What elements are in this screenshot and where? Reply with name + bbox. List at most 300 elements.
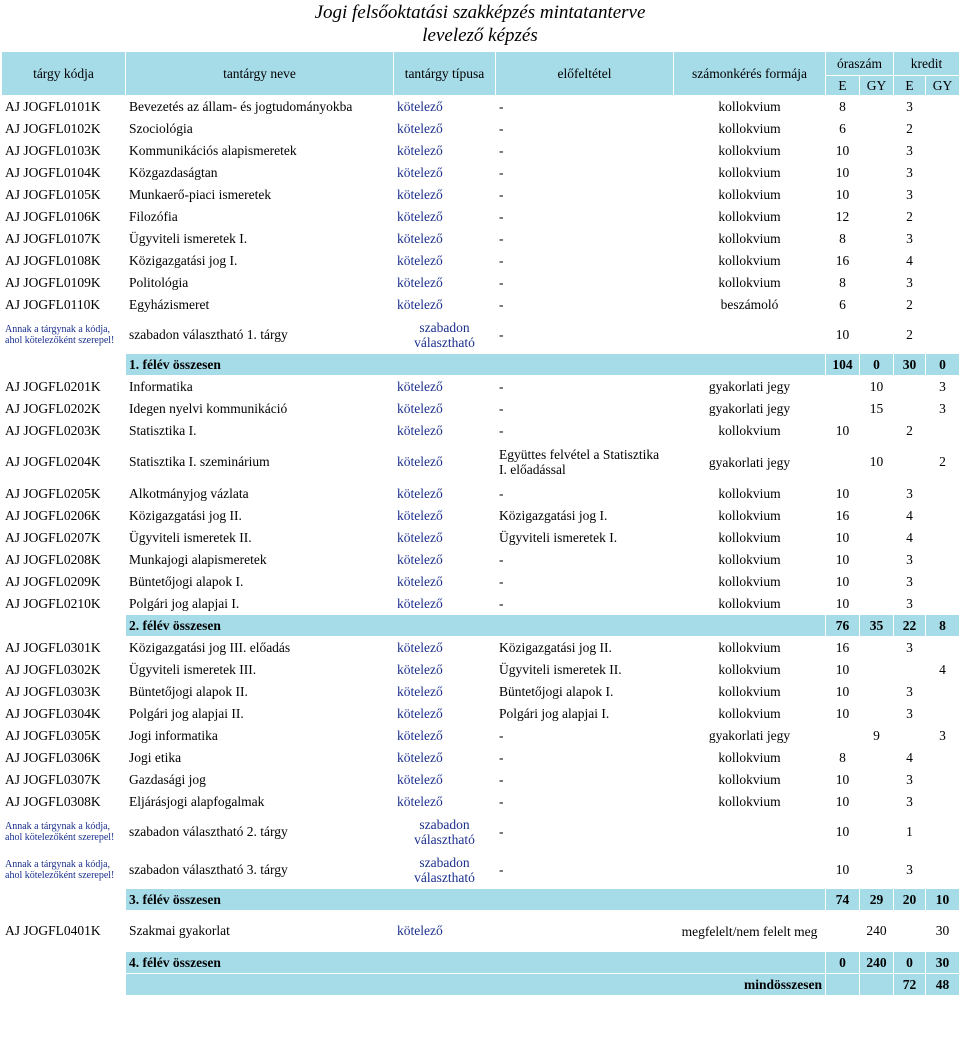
table-row: [2, 703, 960, 725]
total-credit-gy: 30: [926, 952, 960, 974]
credit-e: [894, 725, 926, 747]
hours-gy: [860, 228, 894, 250]
exam-form: kollokvium: [674, 118, 826, 140]
hours-e: 10: [826, 851, 860, 889]
course-prereq: -: [496, 571, 674, 593]
grand-total-label: mindösszesen: [126, 974, 826, 996]
hours-e: 8: [826, 747, 860, 769]
credit-gy: 3: [926, 725, 960, 747]
course-code: AJ JOGFL0201K: [2, 376, 126, 398]
page-title: [0, 0, 960, 51]
credit-gy: [926, 250, 960, 272]
credit-gy: [926, 140, 960, 162]
hours-gy: [860, 681, 894, 703]
hours-gy: [860, 505, 894, 527]
credit-gy: [926, 162, 960, 184]
credit-e: 2: [894, 118, 926, 140]
course-type: kötelező: [394, 162, 496, 184]
course-prereq: -: [496, 791, 674, 813]
course-name: Gazdasági jog: [126, 769, 394, 791]
table-row: [2, 162, 960, 184]
semester-total-row: [2, 952, 960, 974]
credit-e: 3: [894, 184, 926, 206]
semester-total-label: 3. félév összesen: [126, 889, 826, 911]
course-name: Ügyviteli ismeretek III.: [126, 659, 394, 681]
hours-e: 10: [826, 549, 860, 571]
total-hours-gy: 35: [860, 615, 894, 637]
course-code: AJ JOGFL0210K: [2, 593, 126, 615]
hours-gy: [860, 118, 894, 140]
total-hours-gy: 240: [860, 952, 894, 974]
hours-gy: [860, 659, 894, 681]
elective-note: Annak a tárgynak a kódja, ahol kötelezőként szerepel!: [2, 851, 126, 889]
exam-form: kollokvium: [674, 637, 826, 659]
hours-gy: [860, 769, 894, 791]
total-credit-e: 20: [894, 889, 926, 911]
credit-gy: [926, 593, 960, 615]
course-prereq: -: [496, 483, 674, 505]
credit-e: 3: [894, 769, 926, 791]
hours-gy: [860, 593, 894, 615]
hours-gy: [860, 549, 894, 571]
grand-credit-e: 72: [894, 974, 926, 996]
course-code: AJ JOGFL0206K: [2, 505, 126, 527]
semester-total-label: 4. félév összesen: [126, 952, 826, 974]
hours-e: 10: [826, 769, 860, 791]
course-prereq: Közigazgatási jog I.: [496, 505, 674, 527]
semester-total-label: 1. félév összesen: [126, 354, 826, 376]
exam-form: gyakorlati jegy: [674, 725, 826, 747]
exam-form: kollokvium: [674, 593, 826, 615]
credit-e: 4: [894, 747, 926, 769]
table-row: [2, 571, 960, 593]
course-type: kötelező: [394, 593, 496, 615]
course-code: AJ JOGFL0208K: [2, 549, 126, 571]
course-name: Kommunikációs alapismeretek: [126, 140, 394, 162]
hours-e: 10: [826, 162, 860, 184]
course-type: kötelező: [394, 228, 496, 250]
hours-e: 10: [826, 483, 860, 505]
hours-gy: 15: [860, 398, 894, 420]
header-name: tantárgy neve: [126, 52, 394, 96]
course-code: AJ JOGFL0303K: [2, 681, 126, 703]
course-type: kötelező: [394, 659, 496, 681]
hours-gy: [860, 294, 894, 316]
course-prereq: -: [496, 851, 674, 889]
course-type: kötelező: [394, 294, 496, 316]
header-exam: számonkérés formája: [674, 52, 826, 96]
course-prereq: -: [496, 420, 674, 442]
hours-e: 10: [826, 527, 860, 549]
credit-gy: [926, 294, 960, 316]
credit-gy: [926, 206, 960, 228]
hours-gy: [860, 571, 894, 593]
semester-total-row: [2, 615, 960, 637]
course-prereq: -: [496, 725, 674, 747]
hours-e: 10: [826, 316, 860, 354]
course-type: kötelező: [394, 206, 496, 228]
table-row: [2, 96, 960, 118]
hours-e: 10: [826, 571, 860, 593]
course-prereq: [496, 911, 674, 952]
course-type: kötelező: [394, 571, 496, 593]
exam-form: gyakorlati jegy: [674, 442, 826, 483]
hours-e: 10: [826, 659, 860, 681]
hours-e: 10: [826, 813, 860, 851]
exam-form: [674, 316, 826, 354]
credit-e: 3: [894, 272, 926, 294]
table-row: [2, 483, 960, 505]
course-prereq: Ügyviteli ismeretek I.: [496, 527, 674, 549]
hours-gy: [860, 703, 894, 725]
course-name: Jogi etika: [126, 747, 394, 769]
exam-form: kollokvium: [674, 527, 826, 549]
course-type: kötelező: [394, 725, 496, 747]
table-row: [2, 118, 960, 140]
table-row: [2, 725, 960, 747]
hours-e: 12: [826, 206, 860, 228]
exam-form: kollokvium: [674, 420, 826, 442]
course-type: kötelező: [394, 442, 496, 483]
course-code: AJ JOGFL0306K: [2, 747, 126, 769]
course-code: AJ JOGFL0307K: [2, 769, 126, 791]
table-row: [2, 316, 960, 354]
credit-gy: [926, 637, 960, 659]
course-name: Közigazgatási jog II.: [126, 505, 394, 527]
credit-e: [894, 659, 926, 681]
credit-gy: [926, 527, 960, 549]
credit-e: 3: [894, 851, 926, 889]
elective-note: Annak a tárgynak a kódja, ahol kötelezőként szerepel!: [2, 813, 126, 851]
table-row: [2, 851, 960, 889]
header-hours: óraszám: [826, 52, 894, 76]
credit-gy: [926, 483, 960, 505]
course-name: Szociológia: [126, 118, 394, 140]
credit-gy: 2: [926, 442, 960, 483]
exam-form: megfelelt/nem felelt meg: [674, 911, 826, 952]
exam-form: kollokvium: [674, 162, 826, 184]
course-name: Büntetőjogi alapok II.: [126, 681, 394, 703]
course-prereq: -: [496, 250, 674, 272]
course-type: kötelező: [394, 791, 496, 813]
credit-e: 3: [894, 228, 926, 250]
exam-form: kollokvium: [674, 505, 826, 527]
course-prereq: Büntetőjogi alapok I.: [496, 681, 674, 703]
total-hours-e: 104: [826, 354, 860, 376]
credit-gy: [926, 851, 960, 889]
credit-e: 3: [894, 593, 926, 615]
table-row: [2, 250, 960, 272]
course-code: AJ JOGFL0102K: [2, 118, 126, 140]
course-name: Munkajogi alapismeretek: [126, 549, 394, 571]
course-prereq: Polgári jog alapjai I.: [496, 703, 674, 725]
hours-gy: [860, 637, 894, 659]
table-row: [2, 184, 960, 206]
credit-e: 2: [894, 206, 926, 228]
hours-gy: [860, 96, 894, 118]
credit-e: 2: [894, 420, 926, 442]
total-hours-e: 0: [826, 952, 860, 974]
exam-form: kollokvium: [674, 681, 826, 703]
grand-hours-e: [826, 974, 860, 996]
credit-e: [894, 398, 926, 420]
table-row: [2, 442, 960, 483]
hours-e: [826, 398, 860, 420]
credit-gy: 3: [926, 376, 960, 398]
blank-cell: [2, 615, 126, 637]
hours-gy: 9: [860, 725, 894, 747]
course-code: AJ JOGFL0304K: [2, 703, 126, 725]
hours-e: 6: [826, 118, 860, 140]
grand-hours-gy: [860, 974, 894, 996]
hours-e: [826, 376, 860, 398]
hours-e: 10: [826, 140, 860, 162]
course-type: kötelező: [394, 681, 496, 703]
exam-form: gyakorlati jegy: [674, 376, 826, 398]
course-code: AJ JOGFL0401K: [2, 911, 126, 952]
course-type: kötelező: [394, 250, 496, 272]
blank-cell: [2, 974, 126, 996]
course-prereq: -: [496, 96, 674, 118]
credit-e: 2: [894, 294, 926, 316]
table-row: [2, 527, 960, 549]
course-prereq: -: [496, 118, 674, 140]
grand-total-row: [2, 974, 960, 996]
table-row: [2, 376, 960, 398]
exam-form: beszámoló: [674, 294, 826, 316]
course-code: AJ JOGFL0301K: [2, 637, 126, 659]
course-name: Munkaerő-piaci ismeretek: [126, 184, 394, 206]
course-name: Polgári jog alapjai I.: [126, 593, 394, 615]
credit-gy: [926, 813, 960, 851]
credit-e: 1: [894, 813, 926, 851]
course-type: kötelező: [394, 96, 496, 118]
course-code: AJ JOGFL0305K: [2, 725, 126, 747]
course-code: AJ JOGFL0107K: [2, 228, 126, 250]
table-row: [2, 911, 960, 952]
course-type: kötelező: [394, 769, 496, 791]
table-row: [2, 294, 960, 316]
total-credit-gy: 8: [926, 615, 960, 637]
hours-gy: [860, 851, 894, 889]
course-name: Bevezetés az állam- és jogtudományokba: [126, 96, 394, 118]
course-type: kötelező: [394, 527, 496, 549]
elective-note: Annak a tárgynak a kódja, ahol kötelezőként szerepel!: [2, 316, 126, 354]
table-row: [2, 505, 960, 527]
credit-gy: [926, 316, 960, 354]
course-prereq: -: [496, 272, 674, 294]
credit-gy: [926, 791, 960, 813]
total-credit-gy: 0: [926, 354, 960, 376]
blank-cell: [2, 354, 126, 376]
credit-gy: 4: [926, 659, 960, 681]
table-row: [2, 206, 960, 228]
hours-gy: 10: [860, 376, 894, 398]
course-name: Idegen nyelvi kommunikáció: [126, 398, 394, 420]
hours-e: 8: [826, 228, 860, 250]
hours-gy: 240: [860, 911, 894, 952]
exam-form: [674, 813, 826, 851]
course-name: Eljárásjogi alapfogalmak: [126, 791, 394, 813]
hours-gy: [860, 140, 894, 162]
course-prereq: -: [496, 228, 674, 250]
course-prereq: -: [496, 184, 674, 206]
course-type: kötelező: [394, 398, 496, 420]
course-type: szabadon választható: [394, 851, 496, 889]
course-prereq: -: [496, 549, 674, 571]
course-type: kötelező: [394, 703, 496, 725]
course-code: AJ JOGFL0204K: [2, 442, 126, 483]
course-code: AJ JOGFL0202K: [2, 398, 126, 420]
course-name: Informatika: [126, 376, 394, 398]
credit-gy: [926, 96, 960, 118]
hours-e: [826, 442, 860, 483]
total-hours-e: 76: [826, 615, 860, 637]
course-name: Filozófia: [126, 206, 394, 228]
credit-e: [894, 911, 926, 952]
credit-gy: 30: [926, 911, 960, 952]
hours-gy: [860, 747, 894, 769]
course-type: szabadon választható: [394, 813, 496, 851]
course-type: kötelező: [394, 637, 496, 659]
header-prereq: előfeltétel: [496, 52, 674, 96]
course-type: kötelező: [394, 911, 496, 952]
course-type: kötelező: [394, 747, 496, 769]
hours-gy: [860, 316, 894, 354]
course-prereq: -: [496, 294, 674, 316]
course-prereq: -: [496, 747, 674, 769]
course-type: kötelező: [394, 118, 496, 140]
table-row: [2, 140, 960, 162]
hours-e: 10: [826, 681, 860, 703]
hours-e: 10: [826, 703, 860, 725]
total-hours-e: 74: [826, 889, 860, 911]
header-type: tantárgy típusa: [394, 52, 496, 96]
credit-e: 3: [894, 549, 926, 571]
table-row: [2, 813, 960, 851]
credit-e: [894, 376, 926, 398]
course-name: Ügyviteli ismeretek I.: [126, 228, 394, 250]
course-prereq: -: [496, 162, 674, 184]
credit-e: 3: [894, 791, 926, 813]
exam-form: kollokvium: [674, 228, 826, 250]
exam-form: kollokvium: [674, 250, 826, 272]
hours-e: [826, 911, 860, 952]
credit-e: 4: [894, 505, 926, 527]
course-name: Statisztika I. szeminárium: [126, 442, 394, 483]
table-row: [2, 228, 960, 250]
blank-cell: [2, 952, 126, 974]
table-row: [2, 747, 960, 769]
exam-form: kollokvium: [674, 184, 826, 206]
credit-e: [894, 442, 926, 483]
total-hours-gy: 0: [860, 354, 894, 376]
exam-form: kollokvium: [674, 791, 826, 813]
course-prereq: -: [496, 813, 674, 851]
hours-gy: [860, 272, 894, 294]
total-credit-e: 0: [894, 952, 926, 974]
course-name: Egyházismeret: [126, 294, 394, 316]
hours-e: 16: [826, 505, 860, 527]
hours-gy: [860, 813, 894, 851]
blank-cell: [2, 889, 126, 911]
course-type: kötelező: [394, 140, 496, 162]
course-type: kötelező: [394, 420, 496, 442]
hours-gy: [860, 184, 894, 206]
table-row: [2, 637, 960, 659]
course-code: AJ JOGFL0110K: [2, 294, 126, 316]
course-type: kötelező: [394, 505, 496, 527]
course-name: Közigazgatási jog III. előadás: [126, 637, 394, 659]
course-type: kötelező: [394, 272, 496, 294]
credit-gy: [926, 228, 960, 250]
credit-e: 3: [894, 96, 926, 118]
credit-e: 3: [894, 162, 926, 184]
total-credit-e: 22: [894, 615, 926, 637]
credit-e: 4: [894, 527, 926, 549]
credit-gy: [926, 747, 960, 769]
exam-form: kollokvium: [674, 140, 826, 162]
credit-gy: [926, 420, 960, 442]
table-row: [2, 769, 960, 791]
credit-e: 4: [894, 250, 926, 272]
course-code: AJ JOGFL0203K: [2, 420, 126, 442]
course-prereq: Közigazgatási jog II.: [496, 637, 674, 659]
course-type: szabadon választható: [394, 316, 496, 354]
hours-e: 10: [826, 420, 860, 442]
header-credit-e: E: [894, 76, 926, 96]
table-row: [2, 549, 960, 571]
credit-gy: 3: [926, 398, 960, 420]
hours-e: 6: [826, 294, 860, 316]
credit-gy: [926, 571, 960, 593]
hours-gy: [860, 206, 894, 228]
course-prereq: Ügyviteli ismeretek II.: [496, 659, 674, 681]
credit-gy: [926, 272, 960, 294]
exam-form: kollokvium: [674, 703, 826, 725]
credit-gy: [926, 118, 960, 140]
hours-e: 10: [826, 791, 860, 813]
course-prereq: Együttes felvétel a Statisztika I. előadással: [496, 442, 674, 483]
hours-e: 8: [826, 272, 860, 294]
course-prereq: -: [496, 316, 674, 354]
header-code: tárgy kódja: [2, 52, 126, 96]
course-name: szabadon választható 2. tárgy: [126, 813, 394, 851]
credit-e: 3: [894, 681, 926, 703]
course-name: szabadon választható 3. tárgy: [126, 851, 394, 889]
course-prereq: -: [496, 398, 674, 420]
course-name: Szakmai gyakorlat: [126, 911, 394, 952]
table-row: [2, 681, 960, 703]
credit-gy: [926, 681, 960, 703]
exam-form: kollokvium: [674, 747, 826, 769]
total-credit-gy: 10: [926, 889, 960, 911]
credit-e: 3: [894, 483, 926, 505]
credit-e: 2: [894, 316, 926, 354]
exam-form: kollokvium: [674, 571, 826, 593]
credit-gy: [926, 703, 960, 725]
hours-gy: [860, 250, 894, 272]
credit-gy: [926, 505, 960, 527]
course-name: Polgári jog alapjai II.: [126, 703, 394, 725]
credit-e: 3: [894, 571, 926, 593]
credit-gy: [926, 549, 960, 571]
course-code: AJ JOGFL0105K: [2, 184, 126, 206]
hours-e: 16: [826, 250, 860, 272]
course-code: AJ JOGFL0103K: [2, 140, 126, 162]
table-row: [2, 659, 960, 681]
course-type: kötelező: [394, 184, 496, 206]
